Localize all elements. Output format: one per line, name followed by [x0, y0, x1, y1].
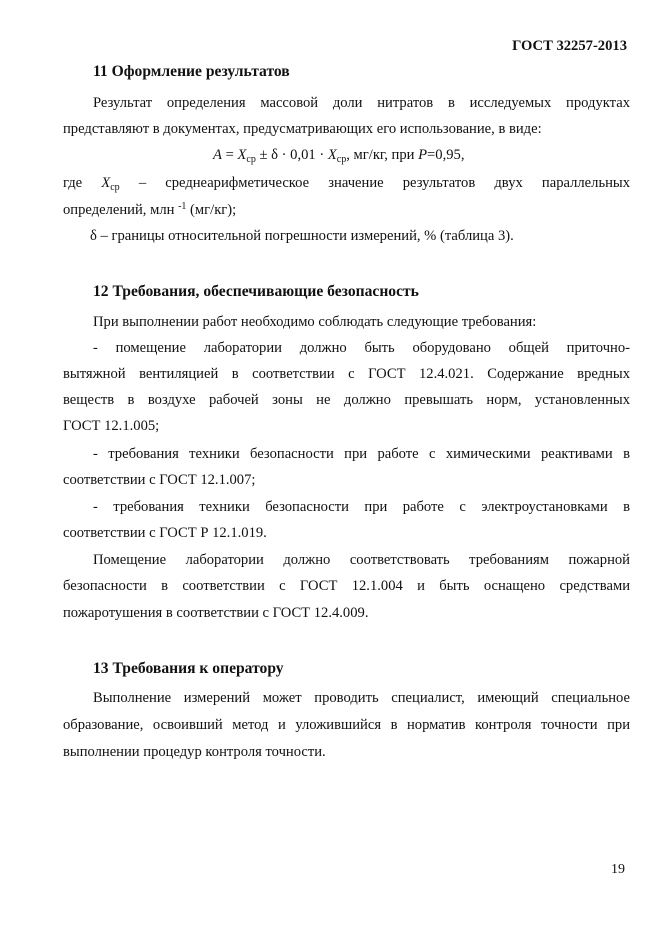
where-text: где: [63, 175, 102, 191]
paragraph-line: Выполнение измерений может проводить специалист, имеющий специальное: [93, 690, 630, 706]
paragraph-line: пожаротушения в соответствии с ГОСТ 12.4.009.: [63, 605, 369, 621]
where-definition-line: [63, 175, 630, 193]
formula-symbol: X: [237, 147, 247, 163]
paragraph-line: выполнении процедур контроля точности.: [63, 744, 326, 760]
paragraph-line: вытяжной вентиляцией в соответствии с ГОСТ 12.4.021. Содержание вредных: [63, 366, 630, 382]
section-11-title: 11 Оформление результатов: [93, 63, 290, 80]
paragraph-line: образование, освоивший метод и уложившийся в норматив контроля точности при: [63, 717, 630, 733]
paragraph-line: Результат определения массовой доли нитратов в исследуемых продуктах: [93, 95, 630, 111]
paragraph-line: - требования техники безопасности при работе с электроустановками в: [93, 499, 630, 515]
formula-text: , мг/кг, при: [346, 147, 419, 163]
paragraph-line: безопасности в соответствии с ГОСТ 12.1.004 и быть оснащено средствами: [63, 578, 630, 594]
formula-subscript: ср: [246, 154, 256, 165]
paragraph-line: - требования техники безопасности при работе с химическими реактивами в: [93, 446, 630, 462]
paragraph-line: - помещение лаборатории должно быть оборудовано общей приточно-: [93, 340, 630, 356]
formula-superscript: -1: [178, 201, 187, 212]
document-code: ГОСТ 32257-2013: [512, 38, 627, 54]
page-number: 19: [611, 862, 625, 877]
formula-symbol: A: [213, 147, 222, 163]
paragraph-line: соответствии с ГОСТ 12.1.007;: [63, 472, 256, 488]
formula-text: =0,95,: [427, 147, 465, 163]
formula-text: =: [221, 147, 238, 163]
formula-symbol: X: [327, 147, 337, 163]
where-text: (мг/кг);: [186, 202, 237, 218]
paragraph-line: веществ в воздухе рабочей зоны не должно превышать норм, установленных: [63, 392, 630, 408]
formula-symbol: P: [418, 147, 428, 163]
paragraph-line: ГОСТ 12.1.005;: [63, 418, 160, 434]
section-13-title: 13 Требования к оператору: [93, 660, 284, 677]
result-formula: [213, 147, 464, 165]
paragraph-line: представляют в документах, предусматривающих его использование, в виде:: [63, 121, 542, 137]
formula-subscript: ср: [110, 182, 120, 193]
formula-symbol: X: [101, 175, 111, 191]
delta-definition-line: δ – границы относительной погрешности измерений, % (таблица 3).: [90, 228, 514, 244]
paragraph-line: соответствии с ГОСТ Р 12.1.019.: [63, 525, 267, 541]
where-text: определений, млн: [63, 202, 179, 218]
where-text: – среднеарифметическое значение результатов двух параллельных: [119, 175, 631, 191]
formula-subscript: ср: [336, 154, 347, 165]
formula-text: ± δ · 0,01 ·: [255, 147, 328, 163]
section-12-title: 12 Требования, обеспечивающие безопасность: [93, 283, 419, 300]
paragraph-line: Помещение лаборатории должно соответствовать требованиям пожарной: [93, 552, 630, 568]
paragraph-line: При выполнении работ необходимо соблюдать следующие требования:: [93, 314, 537, 330]
where-definition-line-2: [63, 201, 236, 219]
